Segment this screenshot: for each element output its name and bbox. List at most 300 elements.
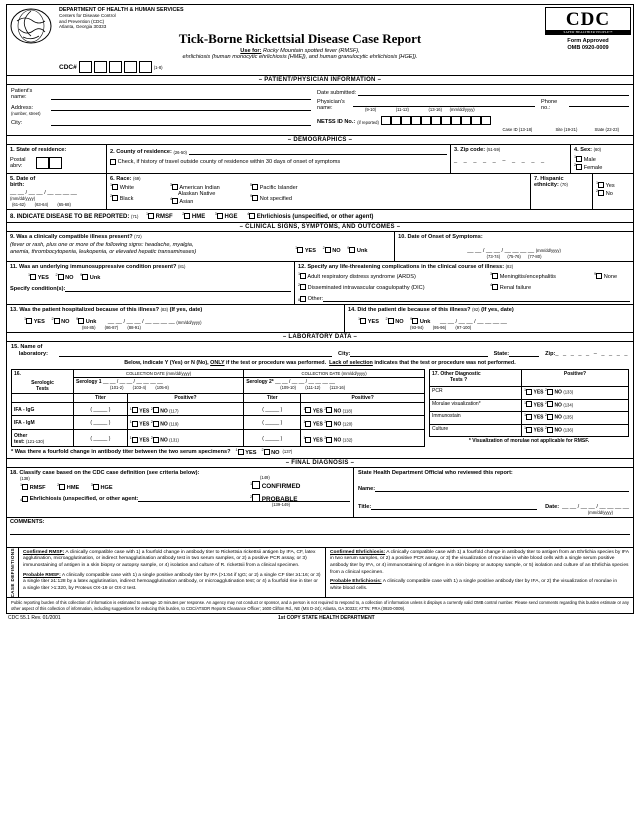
probable-checkbox[interactable] [252, 494, 260, 502]
table-row [12, 402, 425, 416]
agency-line-3: Atlanta, Georgia 30333 [59, 24, 107, 30]
yes-label: YES [312, 408, 323, 415]
ifa-igm-s2-yes-checkbox[interactable] [305, 421, 311, 427]
yes-label: YES [312, 437, 323, 444]
cdc-number-cell[interactable] [79, 61, 92, 73]
cdc-number-row [7, 60, 633, 75]
other-titer-2[interactable]: ( _____ ) [244, 429, 301, 446]
q12-dic-checkbox[interactable] [297, 282, 306, 290]
physician-name-input[interactable] [353, 99, 535, 107]
q14-unk-label: Unk [419, 319, 431, 326]
q6-opt-num: 1 [110, 182, 113, 187]
date-submitted-input[interactable] [358, 88, 629, 96]
q18-ehrlichiosis-checkbox[interactable] [22, 496, 28, 502]
pcr-no-checkbox[interactable] [544, 388, 553, 395]
q18-hme-checkbox[interactable] [59, 484, 65, 490]
q7-yes-checkbox[interactable] [598, 182, 604, 188]
lab-instruction: Below, indicate Y (Yes) or N (No), ONLY if the test or procedure was performed. Lack of selection indicates that the test or procedure was not performed. [124, 359, 516, 366]
q13-date-input[interactable]: __ __ / __ __ / __ __ __ __ [107, 319, 175, 326]
opt-num: 1 [524, 413, 527, 418]
q12-renal-checkbox[interactable] [492, 284, 498, 290]
ifa-igg-s2-yes-checkbox[interactable] [305, 407, 311, 413]
q14-date-input[interactable]: __ __ / __ __ / __ __ __ __ [439, 319, 507, 326]
q11-range: (81) [177, 263, 186, 269]
patient-name-input[interactable] [51, 92, 311, 100]
q12-ards-checkbox[interactable] [297, 271, 306, 279]
q6-opt-num: 3 [170, 182, 173, 187]
q11-no-checkbox[interactable] [58, 274, 64, 280]
cdc-number-cell[interactable] [124, 61, 137, 73]
q13-no-label: NO [61, 319, 70, 326]
mmddyyyy-label: (mm/dd/yyyy) [449, 106, 475, 112]
opt-num: 2 [250, 494, 253, 499]
ifa-igm-s1-no-checkbox[interactable] [150, 420, 159, 427]
form-outer-border [6, 4, 634, 614]
no-label: NO [333, 421, 342, 428]
positive-header-2: Positive? [301, 393, 425, 402]
q13-number: 13. [10, 306, 18, 313]
q4-label: Sex: [580, 147, 593, 154]
hhs-seal-icon [9, 7, 55, 47]
q8-other-label: Ehrlichiosis (unspecified, or other agent) [256, 213, 374, 220]
netss-if-reported: (if reported) [357, 119, 379, 125]
no-label: NO [160, 437, 168, 444]
ifa-igm-s2-no-checkbox[interactable] [326, 421, 332, 427]
yes-label: YES [139, 437, 150, 444]
q13-opt-num: 2 [51, 317, 54, 322]
q5-format: (mm/dd/yyyy) [10, 195, 36, 201]
other-titer-1[interactable]: ( _____ ) [74, 429, 128, 446]
q13-label: Was the patient hospitalized because of this illness? [19, 306, 160, 313]
official-date-format: (mm/dd/yyyy) [587, 509, 613, 515]
form-approved-label: Form Approved [567, 38, 609, 45]
q14-ifyes: (If yes, date) [481, 306, 514, 313]
use-for-line1: Rocky Mountain spotted fever (RMSF), [263, 48, 360, 55]
q14-yes-checkbox[interactable] [360, 318, 366, 324]
q7-no-checkbox[interactable] [598, 190, 604, 196]
table-row [12, 429, 425, 446]
fourfold-yes-checkbox[interactable] [235, 447, 244, 455]
q2-travel-checkbox[interactable] [110, 159, 116, 165]
q12-number: 12. [297, 263, 306, 270]
other-s2-yes-checkbox[interactable] [305, 437, 311, 443]
q13-format: (mm/dd/yyyy) [176, 319, 202, 325]
probable-rmsf-body: A clinically compatible case with 1) a single positive antibody titer by IFA (>1:64 if IgG; or 2) a single CF titer ≥1:16; or 3) a single titer ≥1:128 by a latex agglutination, indirect hemoagglutination antibody, or microagglutination test; or 4) a fourfold rise in titer or a single titer >1:320, by Proteus OX-19 or OX-2 test. [23, 572, 321, 591]
page-title: Tick-Borne Rickettsial Disease Case Report [178, 31, 422, 47]
q4-male-checkbox[interactable] [576, 156, 582, 162]
table-row [12, 416, 425, 430]
q8-other-checkbox[interactable] [249, 213, 255, 219]
q8-opt-num: 2 [182, 211, 185, 216]
q9-range: (72) [134, 233, 142, 239]
immunostain-no-checkbox[interactable] [544, 413, 553, 420]
q11-number: 11. [10, 263, 18, 270]
section-clinical: – CLINICAL SIGNS, SYMPTOMS, AND OUTCOMES – [7, 222, 633, 232]
q12-other-label: Other: [307, 295, 324, 302]
ds-range-1: (9-10) [365, 106, 377, 112]
title-label: Title: [358, 503, 372, 510]
q14-opt-num: 1 [358, 317, 361, 322]
date-submitted-label: Date submitted: [317, 90, 357, 97]
q18-rmsf-checkbox[interactable] [22, 484, 28, 490]
probable-ehrlichiosis-heading: Probable Ehrlichiosis: [330, 579, 382, 585]
q13-yes-checkbox[interactable] [26, 318, 32, 324]
opt-num: 1 [524, 388, 527, 393]
q4-female-checkbox[interactable] [576, 164, 582, 170]
q8-hme-checkbox[interactable] [184, 213, 190, 219]
q9-sublabel: (fever or rash, plus one or more of the following signs: headache, myalgia, anemia, thrombocytopenia, leukopenia, or elevated hepatic transaminases) [10, 241, 197, 256]
yes-label: YES [312, 421, 323, 428]
q11-specify-input[interactable] [65, 284, 291, 292]
no-label: NO [160, 408, 168, 415]
q6-white-checkbox[interactable] [112, 184, 118, 190]
physician-name-label: Physician's name: [317, 98, 345, 111]
postal-abrv-label: Postal abrv: [10, 157, 26, 170]
q11-yes-checkbox[interactable] [30, 274, 36, 280]
q13-no-checkbox[interactable] [54, 318, 60, 324]
q9-no-checkbox[interactable] [322, 245, 331, 253]
form-header [7, 5, 633, 60]
q10-date-input[interactable]: __ __ / __ __ / __ __ __ __ (mm/dd/yyyy) [467, 247, 561, 254]
q6-pacific-label: Pacific Islander [259, 184, 298, 191]
opt-num: 1 [303, 435, 306, 440]
opt-num: 1 [524, 425, 527, 430]
q17-row-label-culture: Culture [430, 424, 522, 437]
use-for-line2: ehrlichiosis (human monocytic ehrlichiosis [HME]), and human granulocytic ehrlichiosis [HGE]). [182, 54, 418, 61]
q17-number: 17. [432, 370, 439, 377]
q9-opt-num: 2 [322, 245, 325, 250]
opt-num: 2 [324, 406, 327, 411]
opt-num: 2 [261, 447, 264, 452]
q3-number: 3. [454, 147, 459, 154]
q14-no-checkbox[interactable] [385, 317, 394, 324]
confirmed-ehrlichiosis-heading: Confirmed Ehrlichiosis: [330, 549, 386, 555]
other-test-range: (121-130) [25, 438, 45, 444]
probable-rmsf-heading: Probable RMSF: [23, 572, 61, 578]
official-title-input[interactable] [371, 502, 537, 510]
other-s1-no-checkbox[interactable] [150, 435, 159, 443]
q12-label: Specify any life-threatening complications in the clinical course of illness: [307, 263, 505, 270]
confirmed-rmsf-body: A clinically compatible case with 1) a fourfold change in antibody titer to Rickettsia rickettsii antigen by IFA, CF, latex agglutination, microagglutination, or indirect hemagglutination antibody test in two serum samples, or 2) a positive PCR assay, or 3) immunostaining of antigen in a skin biopsy or autopsy sample, or 4) isolation and culture of R. rickettsii from a clinical specimen. [23, 549, 316, 569]
q13-opt-num: 9 [76, 317, 79, 322]
q18-tail-range: (139-149) [271, 501, 290, 507]
q13-range-1: (84-85) [82, 325, 96, 331]
clinical-row-13-14 [7, 305, 633, 333]
definitions-left-column [19, 548, 326, 598]
cdc-number-cell[interactable] [139, 61, 152, 73]
section-final-diagnosis: – FINAL DIAGNOSIS – [7, 458, 633, 468]
q5-range-1: (61-62) [12, 201, 26, 207]
other-s2-range: (132) [342, 437, 353, 443]
serology2-collection-date-header: COLLECTION DATE (mm/dd/yyyy) [244, 369, 425, 378]
ifa-igg-s2-range: (118) [342, 408, 353, 414]
lab-zip-input[interactable]: _ _ _ _ _ – _ _ _ _ [555, 350, 629, 357]
q3-label: Zip code: [460, 147, 486, 154]
ifa-igg-titer-2[interactable]: ( _____ ) [244, 402, 301, 416]
lab-name-input[interactable] [59, 349, 332, 357]
s1-range-3: (105-8) [155, 385, 169, 391]
other-s2-no-checkbox[interactable] [326, 437, 332, 443]
comments-input[interactable] [10, 525, 630, 535]
yes-label: YES [533, 402, 544, 409]
q10-range-1: (73-74) [486, 253, 501, 259]
cdc-number-label: CDC# [59, 63, 77, 71]
q8-hme-label: HME [191, 213, 206, 220]
q11-no-label: NO [65, 274, 74, 281]
comments-block [7, 518, 633, 547]
q10-range-2: (75-76) [507, 253, 521, 259]
other-s1-yes-checkbox[interactable] [129, 435, 138, 443]
q15-label: 15. Name of laboratory: [11, 344, 48, 357]
q9-unk-checkbox[interactable] [349, 247, 355, 253]
q5-number: 5. [10, 175, 15, 182]
s2-range-1: (109-10) [280, 385, 297, 391]
opt-num: 1 [250, 481, 253, 486]
serologic-tests-table: 16. Serologic Tests COLLECTION DATE (mm/dd/yyyy) COLLECTION DATE (mm/dd/yyyy) Serology 1 __ __ / __ __ / __ __ __ __ (101-2) (103-4) (105-8) Serology 2* __ __ / __ __ / __ __ __ __ (109-10) (111-12) (113-16) Titer Positive? Titer Positive? IFA - IgG ( _____ ) $^1$ YES $^2$ NO (117) ( _____ ) $^1$ YES $^2$ NO (118) IFA - IgM ( _____ ) $^1$ YES $^2$ NO (119) ( _____ ) $^1$ YES $^2$ NO (120) Other test: (121-130) ( _____ ) $^1$ YES $^2$ NO (131) ( _____ ) $^1$ YES $^2$ NO (132) [11, 369, 425, 447]
q11-opt-num: 1 [28, 272, 31, 277]
section-demographics: – DEMOGRAPHICS – [7, 135, 633, 145]
serology2-date-input[interactable]: __ __ / __ __ / __ __ __ __ [275, 379, 335, 386]
q12-range: (82) [505, 263, 514, 269]
lab-city-label: City: [338, 350, 351, 357]
q14-no-label: NO [395, 319, 404, 326]
q6-notspecified-checkbox[interactable] [252, 195, 258, 201]
q18-hge-checkbox[interactable] [90, 482, 99, 490]
s1-range-2: (103-4) [132, 385, 147, 391]
ifa-igm-titer-2[interactable]: ( _____ ) [244, 416, 301, 430]
q8-rmsf-checkbox[interactable] [145, 211, 154, 219]
copy-designation: 1st COPY STATE HEALTH DEPARTMENT [277, 615, 375, 622]
cdc-logo-text: CDC [565, 9, 611, 30]
row-label-other-test: Other test: (121-130) [12, 429, 74, 446]
q17-positive-header: Positive? [522, 369, 629, 387]
q11-specify-label: Specify condition(s): [10, 285, 66, 292]
ifa-igm-titer-1[interactable]: ( _____ ) [74, 416, 128, 430]
ifa-igg-s1-range: (117) [169, 408, 179, 414]
serology1-date-input[interactable]: __ __ / __ __ / __ __ __ __ [102, 379, 163, 386]
use-for-label: Use for: [240, 48, 262, 55]
table-row [430, 399, 629, 412]
q18-ehrlichiosis-label: Ehrlichiosis (unspecified, or other agent: [29, 495, 139, 502]
q14-opt-num: 2 [385, 317, 388, 322]
probable-ehrlichiosis-body: A clinically compatible case with 1) a single positive antibody titer by IFA, or 2) the visualization of morulae in white blood cells. [330, 579, 618, 591]
q12-opt-num: 3 [490, 271, 493, 276]
q14-range-2: (95-96) [432, 325, 447, 331]
morulae-no-checkbox[interactable] [544, 400, 553, 407]
q11-yes-label: YES [37, 274, 49, 281]
q3-range: (51-59) [486, 147, 501, 153]
opt-num: 1 [524, 400, 527, 405]
q18-number: 18. [10, 469, 18, 476]
q8-opt-num: 1 [145, 211, 149, 216]
morulae-range: (134) [563, 402, 574, 408]
case-definitions-block [7, 547, 633, 598]
city-label: City: [11, 120, 23, 127]
clinical-row-11-12 [7, 262, 633, 305]
q5-dob-input[interactable]: __ __ / __ __ / __ __ __ __ (mm/dd/yyyy) [10, 189, 77, 201]
clinical-row-9-10 [7, 232, 633, 262]
q7-number: 7. [534, 175, 539, 182]
q12-other-checkbox[interactable] [297, 296, 306, 302]
q4-female-label: Female [583, 164, 603, 171]
q9-opt-num: 1 [295, 245, 298, 250]
cdc-number-cell[interactable] [94, 61, 107, 73]
cdc-logo [545, 7, 631, 35]
q8-hge-checkbox[interactable] [214, 211, 223, 219]
agency-line-2: and Prevention (CDC) [59, 18, 105, 24]
no-label: NO [333, 437, 342, 444]
q4-male-label: Male [583, 157, 596, 164]
demographics-row-2: 5. Date of birth: __ __ / __ __ / __ __ __ __ (mm/dd/yyyy) (61-62) (63-64) (65-68) 6. Race: (69) $^1$ White $^2$ Black $^3$ American Indian Alaskan Native $^4$ Asian $^5$ Pacific Islander $^9$ Not specified 7. Hispanic ethnicity: (70) $^1$ Yes $^2$ No [7, 174, 633, 210]
table-row [430, 387, 629, 400]
q12-opt-num: 2 [297, 282, 301, 287]
q13-range: (83) [160, 306, 169, 312]
q11-opt-num: 2 [55, 272, 58, 277]
phone-input[interactable] [569, 99, 629, 107]
q6-label: Race: [116, 175, 132, 182]
q9-no-label: NO [332, 247, 341, 254]
omb-number: OMB 0920-0009 [567, 45, 609, 52]
pcr-yes-checkbox[interactable] [526, 389, 532, 395]
q12-none-checkbox[interactable] [596, 273, 602, 279]
opt-num: 2 [150, 435, 153, 440]
s2-range-2: (111-12) [305, 385, 321, 391]
q6-pacific-checkbox[interactable] [252, 184, 258, 190]
ifa-igg-s1-no-checkbox[interactable] [150, 406, 159, 413]
morulae-yes-checkbox[interactable] [526, 401, 532, 407]
q10-number: 10. [398, 233, 406, 240]
q6-black-checkbox[interactable] [112, 195, 118, 201]
city-input[interactable] [51, 118, 311, 126]
q8-hge-label: HGE [224, 213, 238, 220]
immunostain-yes-checkbox[interactable] [526, 414, 532, 420]
q7-opt-num: 2 [596, 188, 599, 193]
q7-no-label: No [605, 190, 613, 197]
q6-aian-checkbox[interactable] [172, 184, 178, 190]
q13-unk-checkbox[interactable] [78, 318, 84, 324]
q6-asian-label: Asian [179, 198, 194, 205]
q6-notspecified-label: Not specified [259, 195, 293, 202]
q13-yes-label: YES [33, 319, 45, 326]
serology2-label: Serology 2* [246, 379, 274, 386]
q2-county-input[interactable] [189, 147, 447, 155]
titer-header-2: Titer [244, 393, 301, 402]
address-sublabel: (number, street) [11, 111, 41, 117]
q14-yes-label: YES [367, 319, 379, 326]
ifa-igg-titer-1[interactable]: ( _____ ) [74, 402, 128, 416]
opt-num: 1 [129, 435, 132, 440]
ds-range-3: (13-16) [428, 106, 442, 112]
fourfold-range: (137) [282, 449, 293, 455]
ifa-igg-s1-yes-checkbox[interactable] [129, 406, 138, 413]
ifa-igm-s1-range: (119) [169, 421, 179, 427]
other-diagnostic-tests-table: 17. Other Diagnostic Tests ? Positive? PCR $^1$ YES $^2$ NO (133) Morulae visualization* $^1$ YES $^2$ NO (134) Immunostain $^1$ YES $^2$ NO (135) Culture $^1$ YES $^2$ NO (136) * Visualization of morulae not applicable for RMSF. [429, 369, 629, 447]
postal-abrv-cell[interactable] [36, 157, 49, 169]
cdc-number-range: (1-8) [153, 64, 163, 70]
q4-range: (60) [593, 147, 602, 153]
official-name-input[interactable] [375, 484, 629, 492]
row-label-ifa-igg: IFA - IgG [12, 402, 74, 416]
confirmed-checkbox[interactable] [252, 481, 260, 489]
q13-unk-label: Unk [85, 319, 97, 326]
q9-yes-label: YES [304, 247, 317, 254]
ifa-igg-s2-no-checkbox[interactable] [326, 407, 332, 413]
opt-num: 2 [324, 420, 327, 425]
opt-num: 1 [303, 420, 306, 425]
other-s1-range: (131) [169, 437, 179, 443]
q4-opt-num: 2 [574, 163, 577, 168]
q11-unk-label: Unk [89, 274, 101, 281]
q6-opt-num: 5 [250, 182, 253, 187]
q14-range-3: (97-100) [455, 325, 472, 331]
q6-opt-num: 2 [110, 193, 113, 198]
opt-num: 1 [129, 406, 132, 411]
official-date-input[interactable]: __ __ / __ __ / __ __ __ __ [562, 503, 629, 510]
ifa-igm-s1-yes-checkbox[interactable] [129, 420, 138, 427]
q9-unk-label: Unk [356, 247, 368, 254]
yes-label: YES [533, 415, 544, 421]
q9-yes-checkbox[interactable] [297, 247, 303, 253]
section-laboratory: – LABORATORY DATA – [7, 332, 633, 342]
cdc-logo-tagline: SAFER·HEALTHIER·PEOPLE™ [546, 30, 630, 34]
section-patient-physician: – PATIENT/PHYSICIAN INFORMATION – [7, 75, 633, 85]
q2-travel-label: Check, if history of travel outside county of residence within 30 days of onset of symptoms [117, 159, 341, 166]
q11-unk-checkbox[interactable] [82, 274, 88, 280]
fourfold-yes-label: YES [245, 449, 257, 456]
opt-num: 2 [150, 406, 153, 411]
fourfold-no-checkbox[interactable] [264, 449, 270, 455]
q17-row-label-pcr: PCR [430, 387, 522, 400]
culture-no-checkbox[interactable] [544, 425, 553, 433]
postal-abrv-cell[interactable] [49, 157, 62, 169]
s2-range-3: (113-16) [329, 385, 346, 391]
q10-range-3: (77-80) [527, 253, 542, 259]
demographics-row-1 [7, 145, 633, 174]
confirmed-label: CONFIRMED [261, 482, 301, 490]
serology1-label: Serology 1 [76, 379, 102, 386]
q3-zip-input[interactable]: _ _ _ _ _ – _ _ _ _ [454, 158, 547, 165]
q12-meningitis-checkbox[interactable] [492, 273, 498, 279]
address-input[interactable] [51, 103, 311, 111]
official-label: State Health Department Official who reviewed this report: [358, 469, 513, 476]
paperwork-burden-statement: Public reporting burden of this collection of information is estimated to average 10 minutes per response. An agency may not conduct or sponsor, and a person is not required to respond to, a collection of information unless it displays a currently valid OMB control number. Please send comments regarding this burden estimate or any other aspect of this collection of information, including suggestions for reducing this burden, to CDC/ATSDR Reports Clearance Officer; 1600 Clifton Rd., NE (MS D-24); Atlanta, GA 30333; ATTN: PRA (0920-0009). [7, 597, 633, 613]
positive-header-1: Positive? [127, 393, 243, 402]
q6-asian-checkbox[interactable] [172, 198, 178, 204]
q6-opt-num: 4 [170, 196, 173, 201]
lab-state-input[interactable] [509, 349, 539, 357]
q14-opt-num: 9 [410, 317, 413, 322]
q8-rmsf-label: RMSF [155, 213, 173, 220]
confirmed-rmsf-heading: Confirmed RMSF: [23, 549, 65, 555]
final-diagnosis-block [7, 468, 633, 518]
netss-boxes[interactable] [381, 116, 491, 125]
immunostain-range: (135) [563, 415, 574, 420]
q6-opt-num: 9 [250, 193, 253, 198]
q14-unk-checkbox[interactable] [412, 318, 418, 324]
q13-range-2: (86-87) [104, 325, 119, 331]
q8-number: 8. [10, 213, 16, 220]
lab-city-input[interactable] [350, 349, 487, 357]
comments-label: COMMENTS: [10, 518, 45, 525]
q8-opt-num: 4 [247, 211, 250, 216]
cdc-number-cell[interactable] [109, 61, 122, 73]
no-label: NO [554, 389, 562, 396]
fourfold-no-label: NO [271, 449, 280, 456]
q6-aian-label: American Indian Alaskan Native [178, 184, 220, 197]
culture-yes-checkbox[interactable] [526, 427, 532, 433]
q12-other-input[interactable] [323, 294, 630, 302]
lab-state-label: State: [493, 350, 510, 357]
